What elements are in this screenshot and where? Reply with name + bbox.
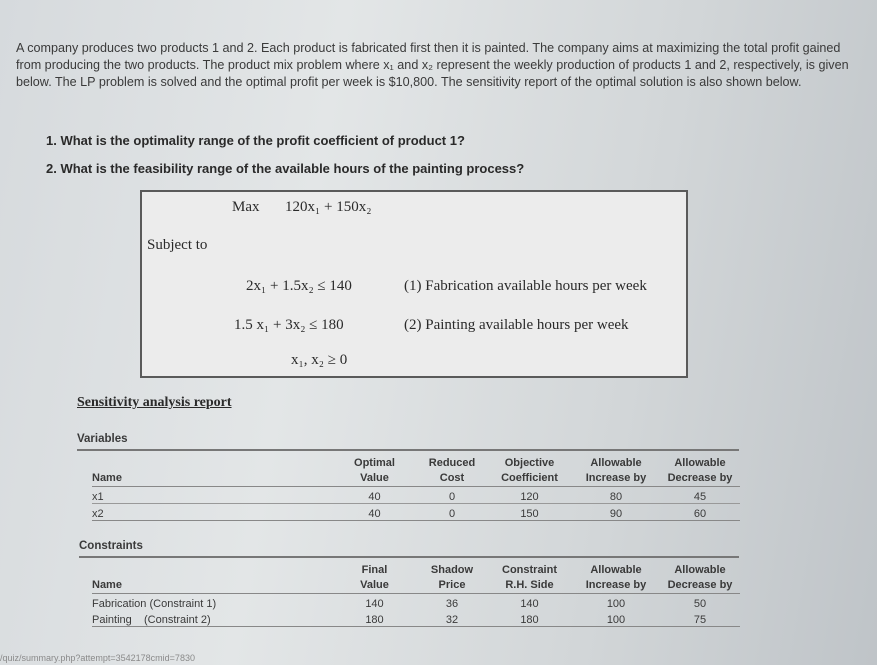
variables-header-row (92, 456, 740, 487)
variables-col-allowable-increase: Allowable Increase by (585, 457, 647, 484)
variables-col-reduced-cost: Reduced Cost (428, 457, 476, 484)
constraints-header-row (92, 563, 740, 594)
cell-optimal-value: 40 (368, 508, 381, 520)
cell-allowable-decrease: 50 (693, 598, 707, 610)
table-row (92, 504, 740, 521)
cell-allowable-decrease: 60 (693, 508, 707, 520)
nonnegativity-constraint: x₁, x₂ ≥ 0 (291, 352, 348, 368)
constraints-col-name: Name (92, 579, 122, 591)
cell-allowable-decrease: 75 (693, 614, 707, 626)
variables-col-objective-coefficient: Objective Coefficient (501, 457, 558, 484)
cell-name: x2 (92, 508, 104, 520)
cell-shadow-price: 36 (445, 598, 459, 610)
cell-optimal-value: 40 (368, 491, 381, 503)
variables-top-rule (77, 449, 739, 451)
cell-reduced-cost: 0 (448, 491, 456, 503)
constraints-table (92, 563, 740, 627)
question-2: 2. What is the feasibility range of the available hours of the painting process? (46, 161, 525, 176)
constraints-col-shadow-price: Shadow Price (430, 564, 474, 591)
constraint-2-expression: 1.5 x₁ + 3x₂ ≤ 180 (234, 317, 344, 333)
constraints-col-final-value: Final Value (360, 564, 389, 591)
question-1: 1. What is the optimality range of the profit coefficient of product 1? (46, 133, 465, 148)
variables-section-label: Variables (77, 433, 128, 445)
cell-rhs: 180 (520, 614, 539, 626)
constraints-section-label: Constraints (79, 540, 143, 552)
objective-function: 120x₁ + 150x₂ (285, 199, 372, 215)
constraints-top-rule (79, 556, 739, 558)
subject-to-label: Subject to (147, 237, 208, 253)
cell-allowable-decrease: 45 (693, 491, 707, 503)
constraints-col-allowable-increase: Allowable Increase by (585, 564, 647, 591)
variables-col-name: Name (92, 472, 122, 484)
cell-name: Fabrication (Constraint 1) (92, 598, 217, 610)
sensitivity-report-title: Sensitivity analysis report (77, 395, 232, 410)
problem-statement: A company produces two products 1 and 2. Each product is fabricated first then it is painted. The company aims at maximizing the total profit gained from producing the two products. The product mix problem where x₁ and x₂ represent the weekly production of products 1 and 2, respectively, is given below. The LP problem is solved and the optimal profit per week is $10,800. The sensitivity report of the optimal solution is also shown below. (16, 41, 849, 90)
cell-name: x1 (92, 491, 104, 503)
cell-allowable-increase: 80 (609, 491, 623, 503)
constraint-1-description: (1) Fabrication available hours per week (404, 278, 647, 294)
cell-rhs: 140 (520, 598, 539, 610)
lp-model-box (140, 190, 688, 378)
cell-name: Painting (Constraint 2) (92, 614, 211, 626)
table-row (92, 594, 740, 611)
cell-final-value: 180 (365, 614, 384, 626)
cell-objective-coefficient: 120 (520, 491, 539, 503)
variables-col-allowable-decrease: Allowable Decrease by (667, 457, 733, 484)
constraint-2-description: (2) Painting available hours per week (404, 317, 629, 333)
cell-reduced-cost: 0 (448, 508, 456, 520)
cell-objective-coefficient: 150 (520, 508, 539, 520)
cell-allowable-increase: 90 (609, 508, 623, 520)
constraint-1-expression: 2x₁ + 1.5x₂ ≤ 140 (246, 278, 352, 294)
url-footer: /quiz/summary.php?attempt=3542178cmid=7830 (0, 653, 195, 663)
cell-shadow-price: 32 (445, 614, 459, 626)
variables-col-optimal-value: Optimal Value (354, 457, 395, 484)
cell-allowable-increase: 100 (606, 598, 626, 610)
constraints-col-allowable-decrease: Allowable Decrease by (667, 564, 733, 591)
variables-table (92, 456, 740, 521)
table-row (92, 610, 740, 627)
objective-label: Max (232, 199, 260, 215)
cell-final-value: 140 (365, 598, 384, 610)
table-row (92, 487, 740, 504)
cell-allowable-increase: 100 (606, 614, 626, 626)
constraints-col-rhs: Constraint R.H. Side (502, 564, 557, 591)
